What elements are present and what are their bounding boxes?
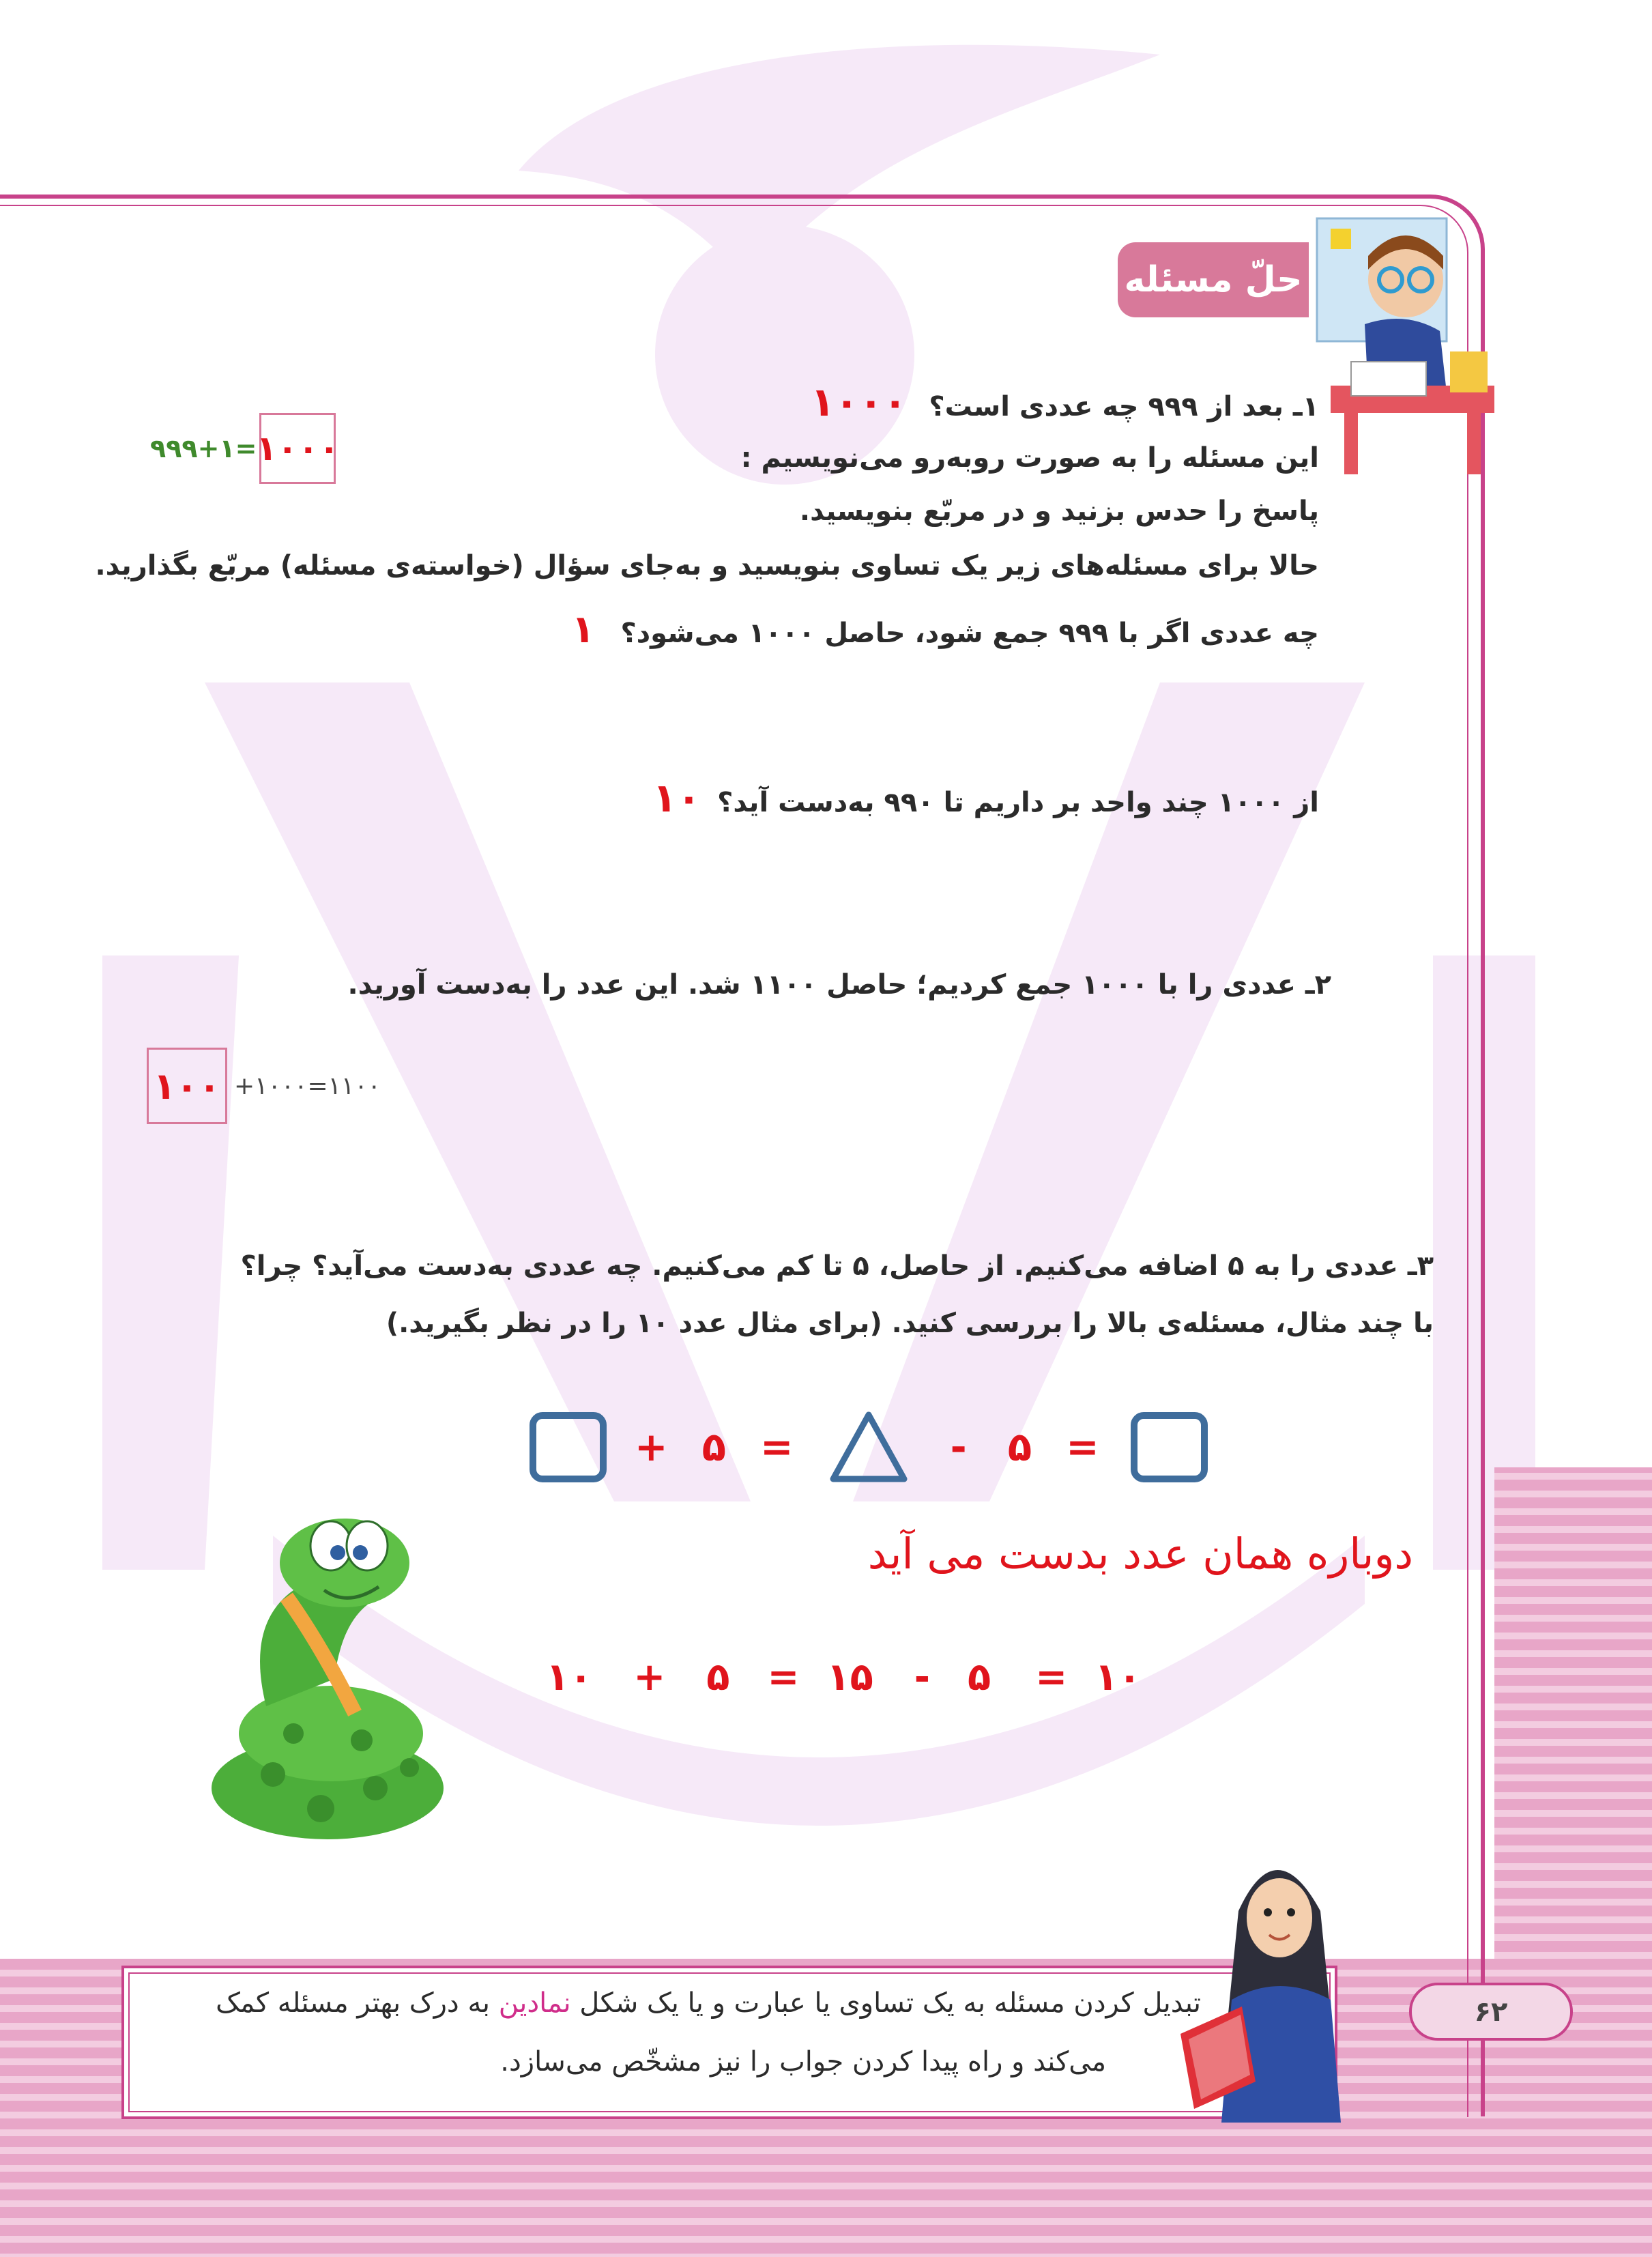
- problem2-answer-box: ۱۰۰: [147, 1048, 227, 1124]
- page-title: حلّ مسئله: [1124, 259, 1303, 300]
- shape-eq-equals-1: =: [760, 1424, 794, 1470]
- problem1-line4: حالا برای مسئله‌های زیر یک تساوی بنویسید و به‌جای سؤال (خواسته‌ی مسئله) مربّع بگذارید.: [95, 550, 1319, 581]
- square-shape-right: [1130, 1411, 1208, 1483]
- page-number-badge: [1409, 1983, 1573, 2041]
- tip-highlight: نمادین: [498, 1987, 571, 2019]
- problem1-answer: ۱۰۰۰: [810, 379, 908, 425]
- problem3-shape-equation: [529, 1409, 1208, 1484]
- shape-eq-minus: -: [950, 1424, 967, 1470]
- shape-eq-plus: +: [635, 1424, 668, 1470]
- problem1-a2: ۱: [571, 607, 595, 652]
- problem1-q3-row: [652, 775, 1319, 821]
- problem1-line2: این مسئله را به صورت روبه‌رو می‌نویسیم :: [740, 442, 1319, 474]
- example-c: ۱۵: [826, 1655, 873, 1699]
- problem2-equation-right: +۱۰۰۰=۱۱۰۰: [234, 1072, 381, 1100]
- problem1-equation: [150, 413, 340, 484]
- section-title-tab: [1118, 242, 1309, 317]
- square-shape-left: [529, 1411, 607, 1483]
- boy-at-desk-illustration: [1303, 215, 1522, 491]
- problem3-example-equation: [546, 1655, 1141, 1699]
- problem1-q2-row: [571, 607, 1319, 652]
- example-b: ۵: [706, 1655, 730, 1699]
- shape-eq-equals-2: =: [1066, 1424, 1099, 1470]
- tip-line2: می‌کند و راه پیدا کردن جواب را نیز مشخّص می‌سازد.: [500, 2046, 1106, 2078]
- example-d: ۵: [968, 1655, 991, 1699]
- problem1-answer-box: ۱۰۰۰: [259, 413, 336, 484]
- example-minus: -: [914, 1655, 930, 1699]
- problem1-q3: از ۱۰۰۰ چند واحد بر داریم تا ۹۹۰ به‌دست آید؟: [717, 787, 1319, 818]
- problem3-text1: ۳ـ عددی را به ۵ اضافه می‌کنیم. از حاصل، ۵ تا کم می‌کنیم. چه عددی به‌دست می‌آید؟ چرا؟: [240, 1250, 1434, 1282]
- page-number: ۶۲: [1474, 1996, 1508, 2028]
- shape-eq-five-1: ۵: [701, 1424, 727, 1470]
- example-e: ۱۰: [1095, 1655, 1142, 1699]
- tip-line1: [216, 1987, 1201, 2019]
- problem3-text2: با چند مثال، مسئله‌ی بالا را بررسی کنید. (برای مثال عدد ۱۰ را در نظر بگیرید.): [386, 1308, 1434, 1339]
- problem3-handwritten-answer: دوباره همان عدد بدست می آید: [867, 1529, 1413, 1579]
- problem1-equation-left: ۹۹۹+۱=: [150, 433, 257, 463]
- tip-line1-post: به درک بهتر مسئله کمک: [216, 1987, 499, 2019]
- snake-illustration: [191, 1488, 464, 1843]
- example-plus: +: [633, 1655, 666, 1699]
- problem1-line3: پاسخ را حدس بزنید و در مربّع بنویسید.: [799, 495, 1319, 527]
- example-equals-2: =: [1035, 1655, 1068, 1699]
- example-equals-1: =: [767, 1655, 800, 1699]
- example-a: ۱۰: [546, 1655, 593, 1699]
- tip-line1-pre: تبدیل کردن مسئله به یک تساوی یا عبارت و یا یک شکل: [570, 1987, 1201, 2019]
- problem2-equation: [147, 1048, 381, 1124]
- problem2-text: ۲ـ عددی را با ۱۰۰۰ جمع کردیم؛ حاصل ۱۱۰۰ شد. این عدد را به‌دست آورید.: [347, 969, 1331, 1001]
- shape-eq-five-2: ۵: [1007, 1424, 1032, 1470]
- triangle-shape: [828, 1409, 910, 1484]
- problem1-question: ۱ـ بعد از ۹۹۹ چه عددی است؟: [929, 391, 1319, 422]
- problem1-q2: چه عددی اگر با ۹۹۹ جمع شود، حاصل ۱۰۰۰ می‌شود؟: [620, 618, 1319, 649]
- problem1-question-row: [811, 379, 1319, 425]
- problem1-a3: ۱۰: [652, 775, 701, 821]
- girl-with-book-illustration: [1174, 1836, 1378, 2123]
